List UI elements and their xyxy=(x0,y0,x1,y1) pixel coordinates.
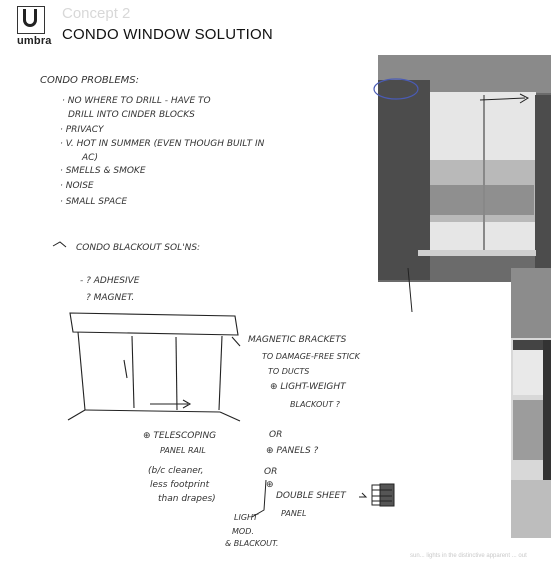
note-cleaner: (b/c cleaner, xyxy=(148,466,204,476)
note-brackets: MAGNETIC BRACKETS xyxy=(248,335,347,345)
problem-item: DRILL INTO CINDER BLOCKS xyxy=(68,110,195,120)
note-telescoping: ⊕ TELESCOPING xyxy=(143,431,217,441)
note-double-sheet: DOUBLE SHEET xyxy=(276,491,346,501)
problems-heading: CONDO PROBLEMS: xyxy=(40,75,140,86)
note-double-sheet: PANEL xyxy=(281,509,307,518)
note-telescoping: PANEL RAIL xyxy=(160,446,206,455)
double-panel-sketch xyxy=(359,484,394,506)
blackout-heading: CONDO BLACKOUT SOL'NS: xyxy=(76,243,201,253)
problem-item: · SMELLS & SMOKE xyxy=(60,166,146,176)
problem-item: · V. HOT IN SUMMER (EVEN THOUGH BUILT IN xyxy=(60,139,265,149)
blackout-option: ? MAGNET. xyxy=(86,293,135,303)
photo-caption: sun... lights in the distinctive apparent ... out xyxy=(410,553,527,559)
problem-item: AC) xyxy=(82,153,98,163)
concept-label: Concept 2 xyxy=(62,5,131,22)
note-or: OR xyxy=(264,467,278,477)
note-cleaner: than drapes) xyxy=(158,494,216,504)
window-frame-sketch xyxy=(68,313,240,421)
note-or: OR xyxy=(269,430,283,440)
note-brackets: TO DUCTS xyxy=(268,367,310,376)
page-title: CONDO WINDOW SOLUTION xyxy=(62,26,273,43)
note-light: MOD. xyxy=(232,527,254,536)
window-photo-bottom xyxy=(511,268,551,538)
problem-item: · NOISE xyxy=(60,181,94,191)
brand-name: umbra xyxy=(17,35,52,47)
note-plus: ⊕ xyxy=(266,480,274,490)
note-panels: ⊕ PANELS ? xyxy=(266,446,319,456)
blackout-option: - ? ADHESIVE xyxy=(80,276,140,286)
problem-item: · NO WHERE TO DRILL - HAVE TO xyxy=(62,96,211,106)
note-brackets: ⊕ LIGHT-WEIGHT xyxy=(270,382,346,392)
problem-item: · SMALL SPACE xyxy=(60,197,128,207)
note-cleaner: less footprint xyxy=(150,480,210,490)
problem-item: · PRIVACY xyxy=(60,125,104,135)
note-light: LIGHT xyxy=(234,513,258,522)
note-brackets: BLACKOUT ? xyxy=(290,400,340,409)
note-light: & BLACKOUT. xyxy=(225,539,279,548)
note-brackets: TO DAMAGE-FREE STICK xyxy=(262,352,360,361)
